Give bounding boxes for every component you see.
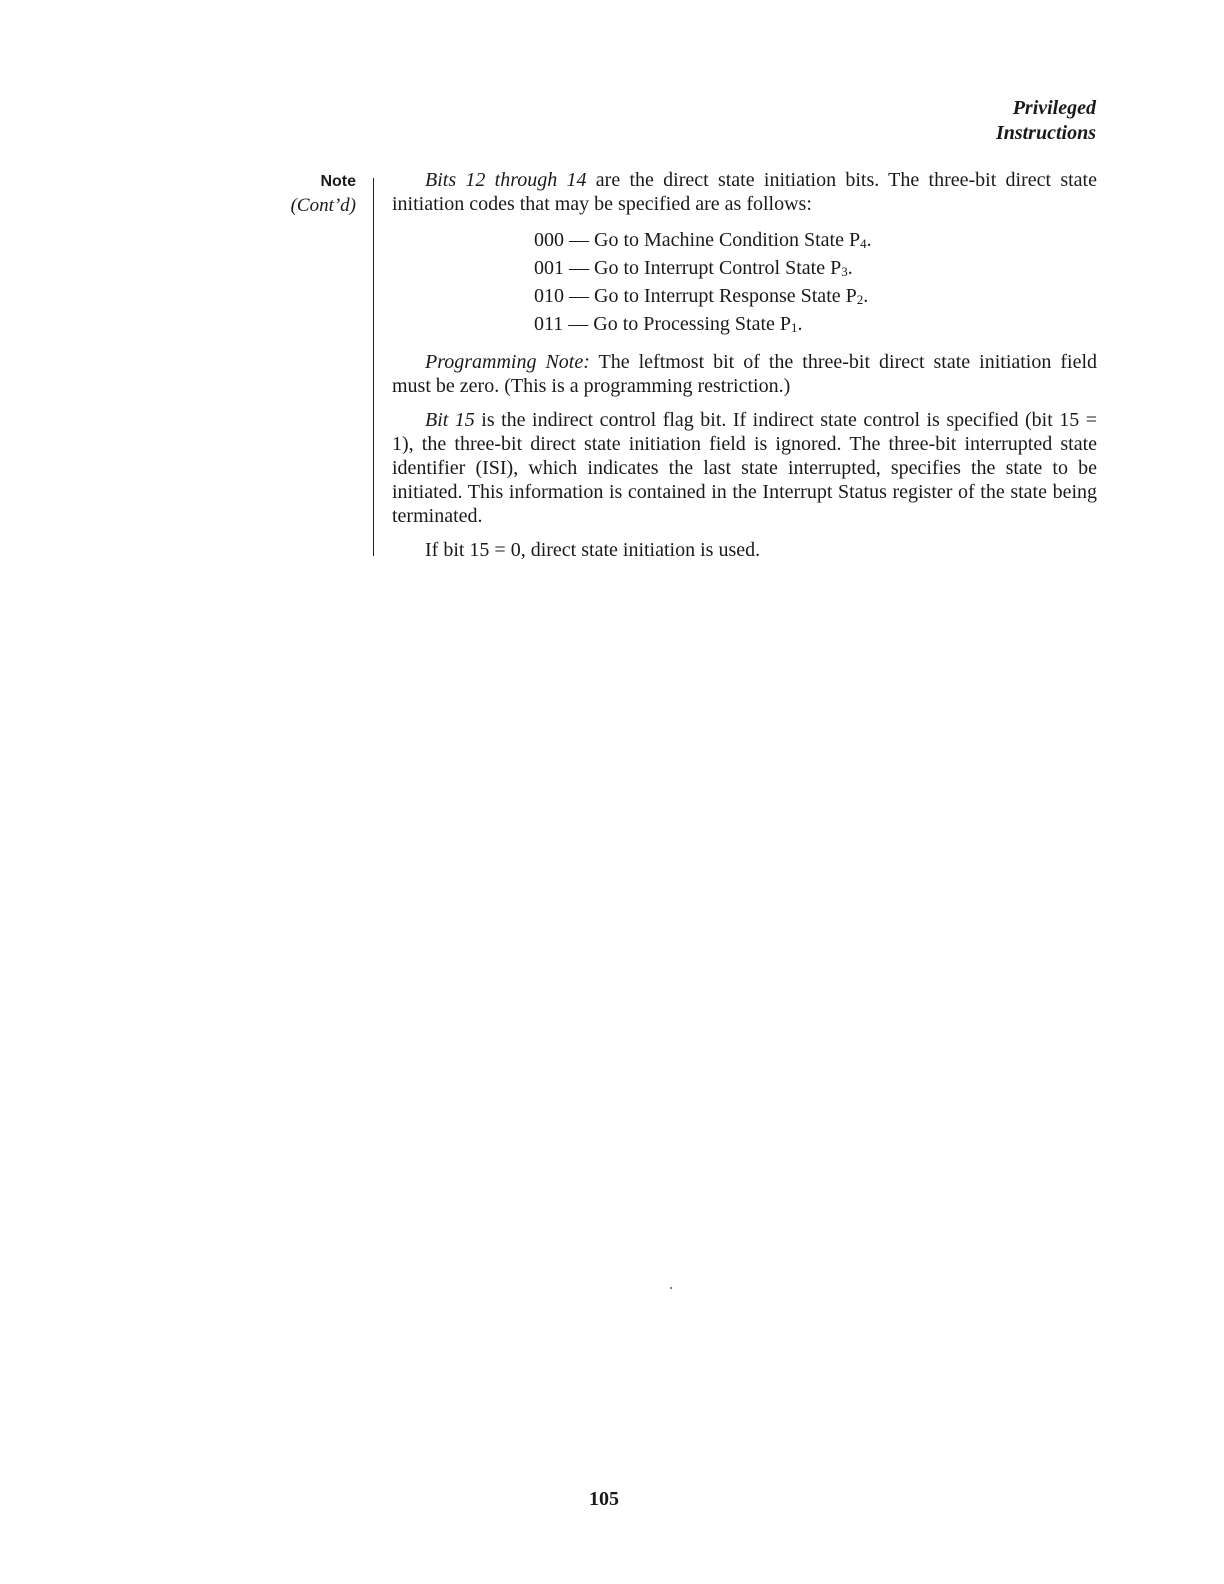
- paragraph-bits-12-14: [392, 168, 1097, 216]
- paragraph-bit-15-zero: [392, 538, 1097, 562]
- state-code-item: 011 — Go to Processing State $P_1$.: [534, 313, 803, 335]
- page-number: 105: [589, 1488, 619, 1510]
- paragraph-lead: Programming Note:: [425, 351, 590, 373]
- paragraph-text: are the direct state initiation bits. The three-bit direct state initiation codes that may be specified are as follows:: [392, 169, 1097, 215]
- state-code-item: 001 — Go to Interrupt Control State $P_3$.: [534, 257, 853, 279]
- state-code-item: 000 — Go to Machine Condition State $P_4$.: [534, 229, 872, 251]
- paragraph-lead: Bits 12 through 14: [425, 169, 587, 191]
- continued-label: (Cont’d): [290, 195, 356, 216]
- body-text: [392, 168, 1097, 572]
- header-line-1: Privileged: [1012, 97, 1096, 119]
- note-label: Note: [320, 173, 356, 190]
- paragraph-text: If bit 15 = 0, direct state initiation is used.: [425, 539, 761, 561]
- running-header: [996, 96, 1096, 146]
- paragraph-text: The leftmost bit of the three-bit direct state initiation field must be zero. (This is a programming restriction.): [392, 351, 1097, 397]
- print-speck: [670, 1287, 672, 1289]
- paragraph-text: is the indirect control flag bit. If indirect state control is specified (bit 15 = 1), the three-bit direct state initiation field is ignored. The three-bit interrupted state identifier (ISI), which indicates the last state interrupted, specifies the state to be initiated. This information is contained in the Interrupt Status register of the state being terminated.: [392, 409, 1097, 527]
- margin-note-label: [260, 170, 356, 218]
- margin-rule: [373, 178, 374, 556]
- state-code-list: [392, 226, 1097, 338]
- paragraph-bit-15: [392, 408, 1097, 528]
- header-line-2: Instructions: [995, 122, 1096, 144]
- state-code-item: 010 — Go to Interrupt Response State $P_2$.: [534, 285, 869, 307]
- paragraph-programming-note: [392, 350, 1097, 398]
- paragraph-lead: Bit 15: [425, 409, 475, 431]
